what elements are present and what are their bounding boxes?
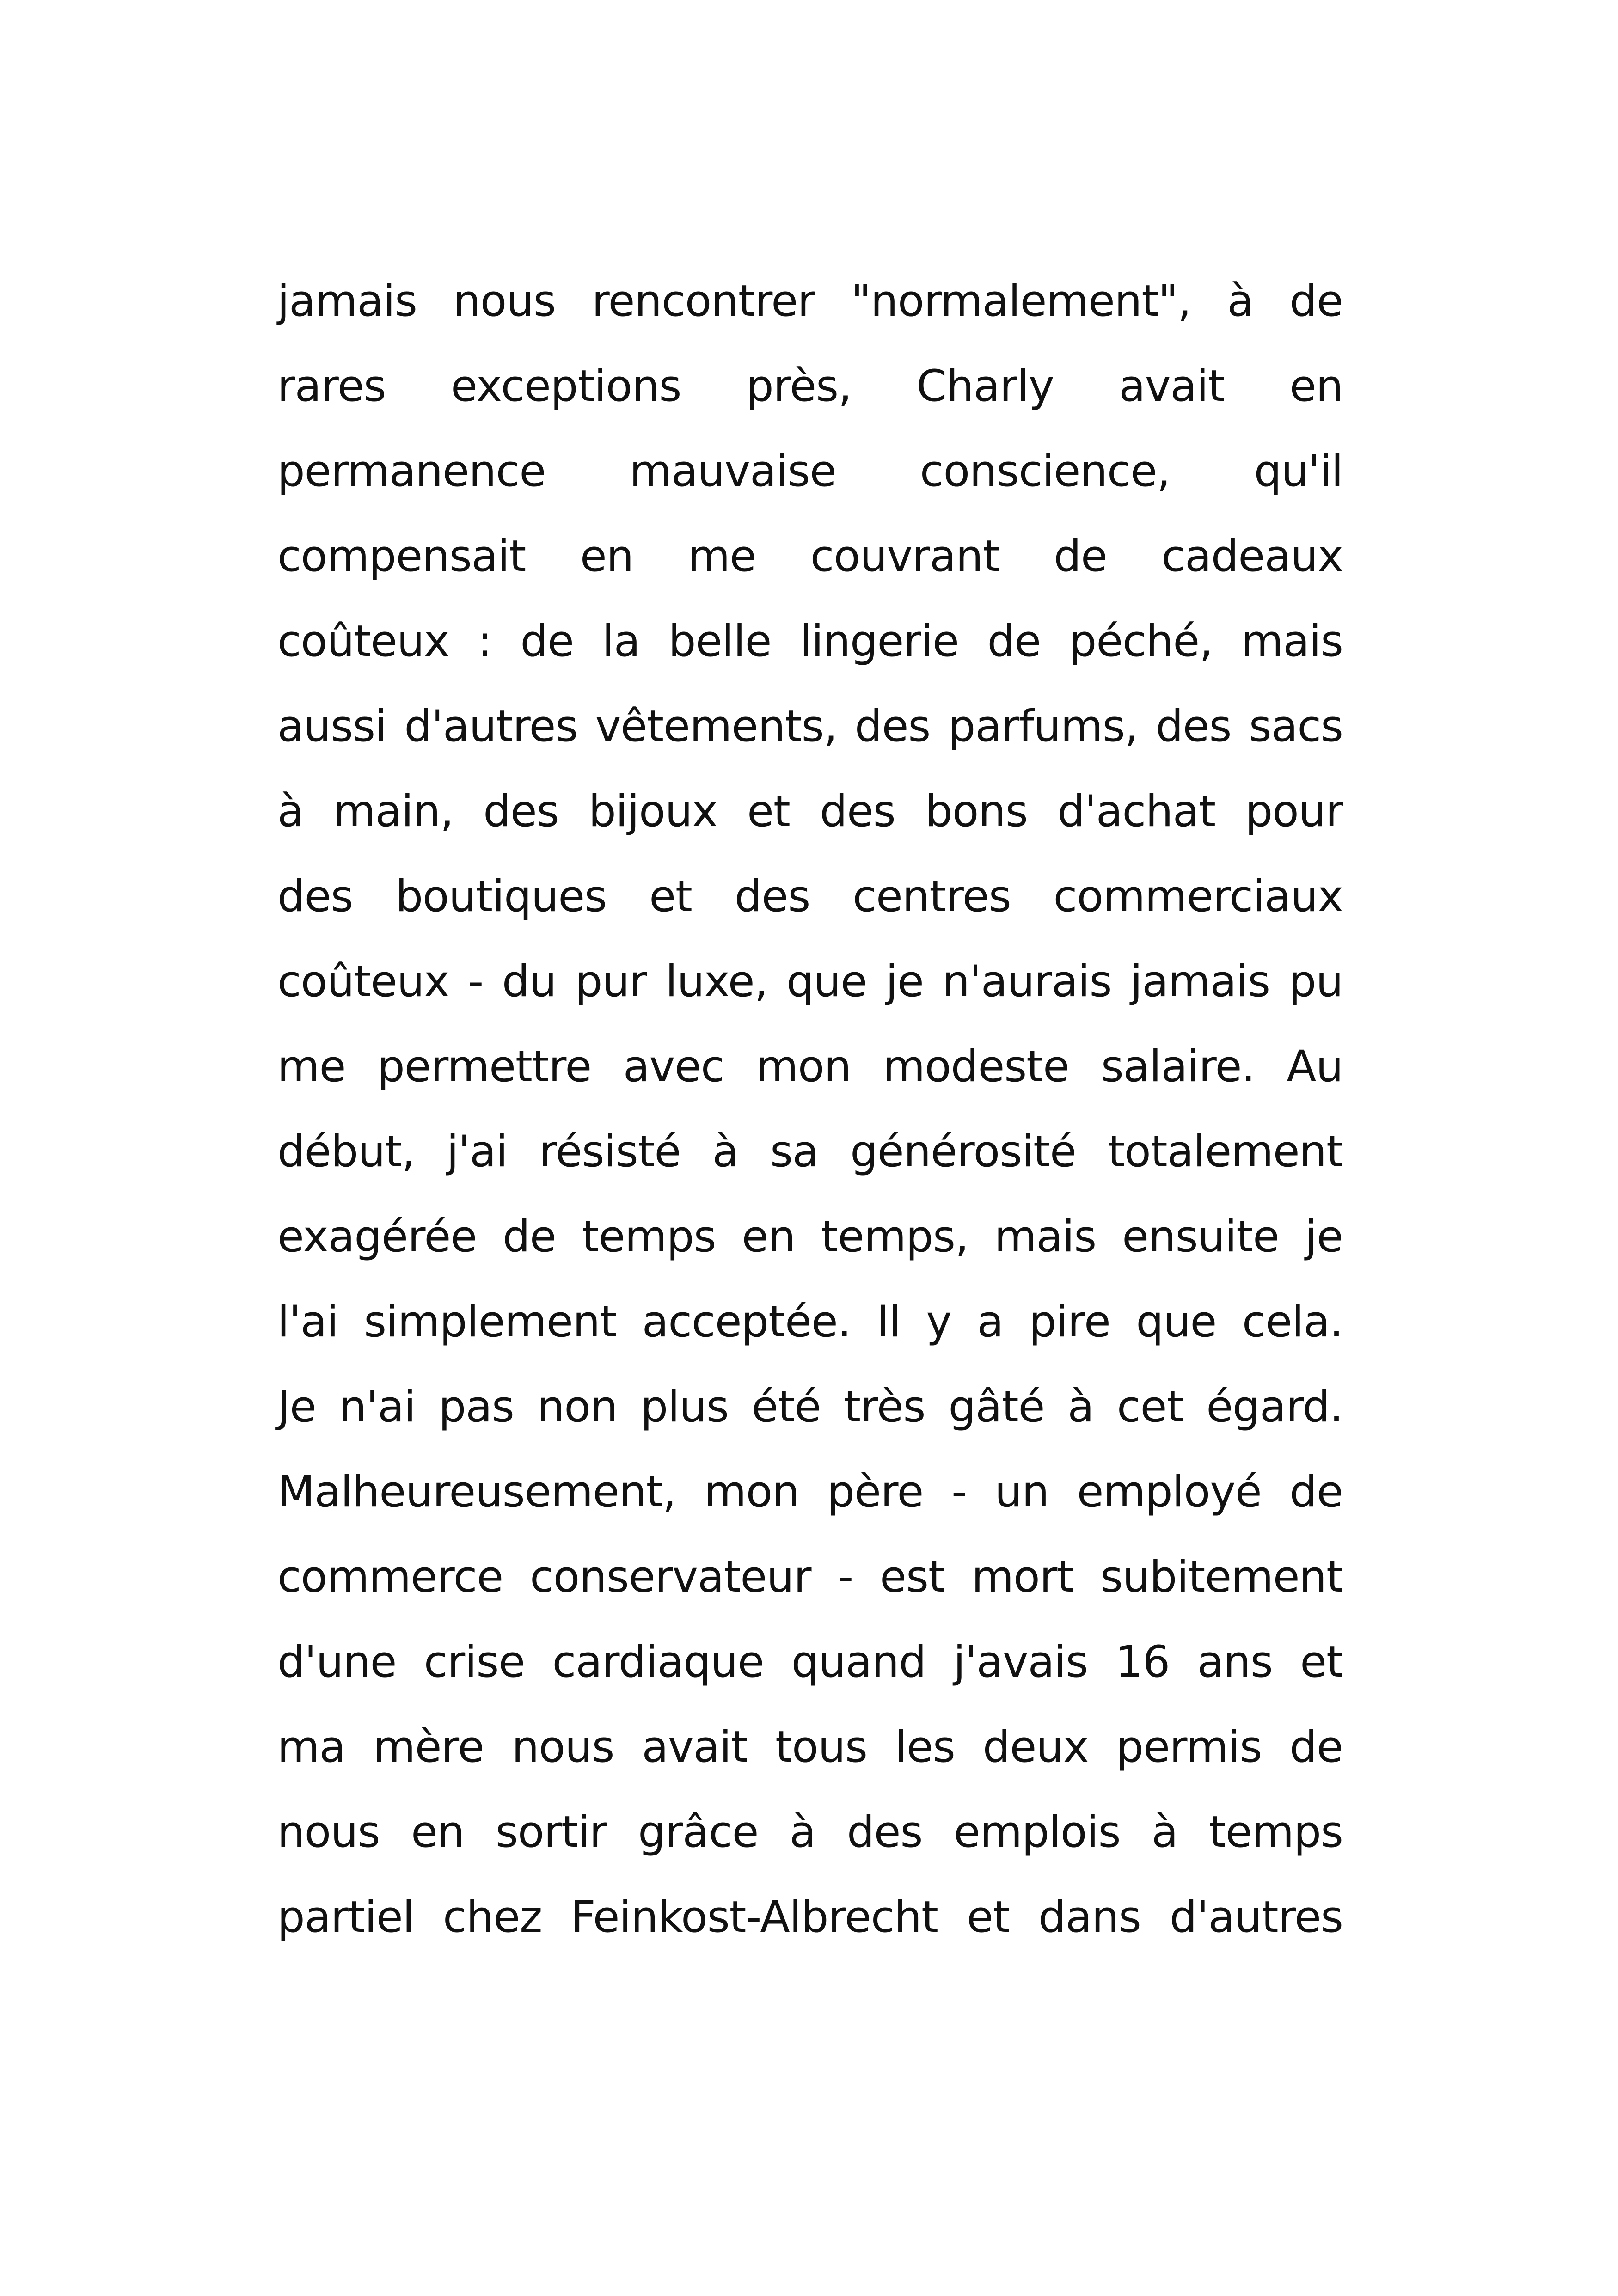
text-line: début, j'ai résisté à sa générosité totalement xyxy=(277,1127,1343,1177)
text-line: commerce conservateur - est mort subitement xyxy=(277,1552,1343,1602)
text-line: Malheureusement, mon père - un employé de xyxy=(277,1467,1343,1517)
text-line: d'une crise cardiaque quand j'avais 16 ans et xyxy=(277,1637,1343,1687)
text-line: l'ai simplement acceptée. Il y a pire que cela. xyxy=(277,1297,1343,1347)
text-line: exagérée de temps en temps, mais ensuite je xyxy=(277,1212,1343,1262)
text-line: coûteux : de la belle lingerie de péché, mais xyxy=(277,616,1343,667)
text-line: jamais nous rencontrer "normalement", à de xyxy=(277,276,1343,326)
text-line: compensait en me couvrant de cadeaux xyxy=(277,531,1343,582)
text-line: me permettre avec mon modeste salaire. Au xyxy=(277,1041,1343,1092)
text-line: partiel chez Feinkost-Albrecht et dans d'autres xyxy=(277,1892,1343,1942)
text-line: rares exceptions près, Charly avait en xyxy=(277,361,1343,411)
text-line: nous en sortir grâce à des emplois à temps xyxy=(277,1807,1343,1857)
text-line: Je n'ai pas non plus été très gâté à cet égard. xyxy=(277,1382,1343,1432)
text-line: des boutiques et des centres commerciaux xyxy=(277,871,1343,922)
text-line: coûteux - du pur luxe, que je n'aurais jamais pu xyxy=(277,956,1343,1007)
text-line: permanence mauvaise conscience, qu'il xyxy=(277,446,1343,496)
body-text xyxy=(277,259,1343,1960)
text-line: ma mère nous avait tous les deux permis de xyxy=(277,1722,1343,1772)
text-line: à main, des bijoux et des bons d'achat pour xyxy=(277,786,1343,837)
text-line: aussi d'autres vêtements, des parfums, des sacs xyxy=(277,701,1343,752)
